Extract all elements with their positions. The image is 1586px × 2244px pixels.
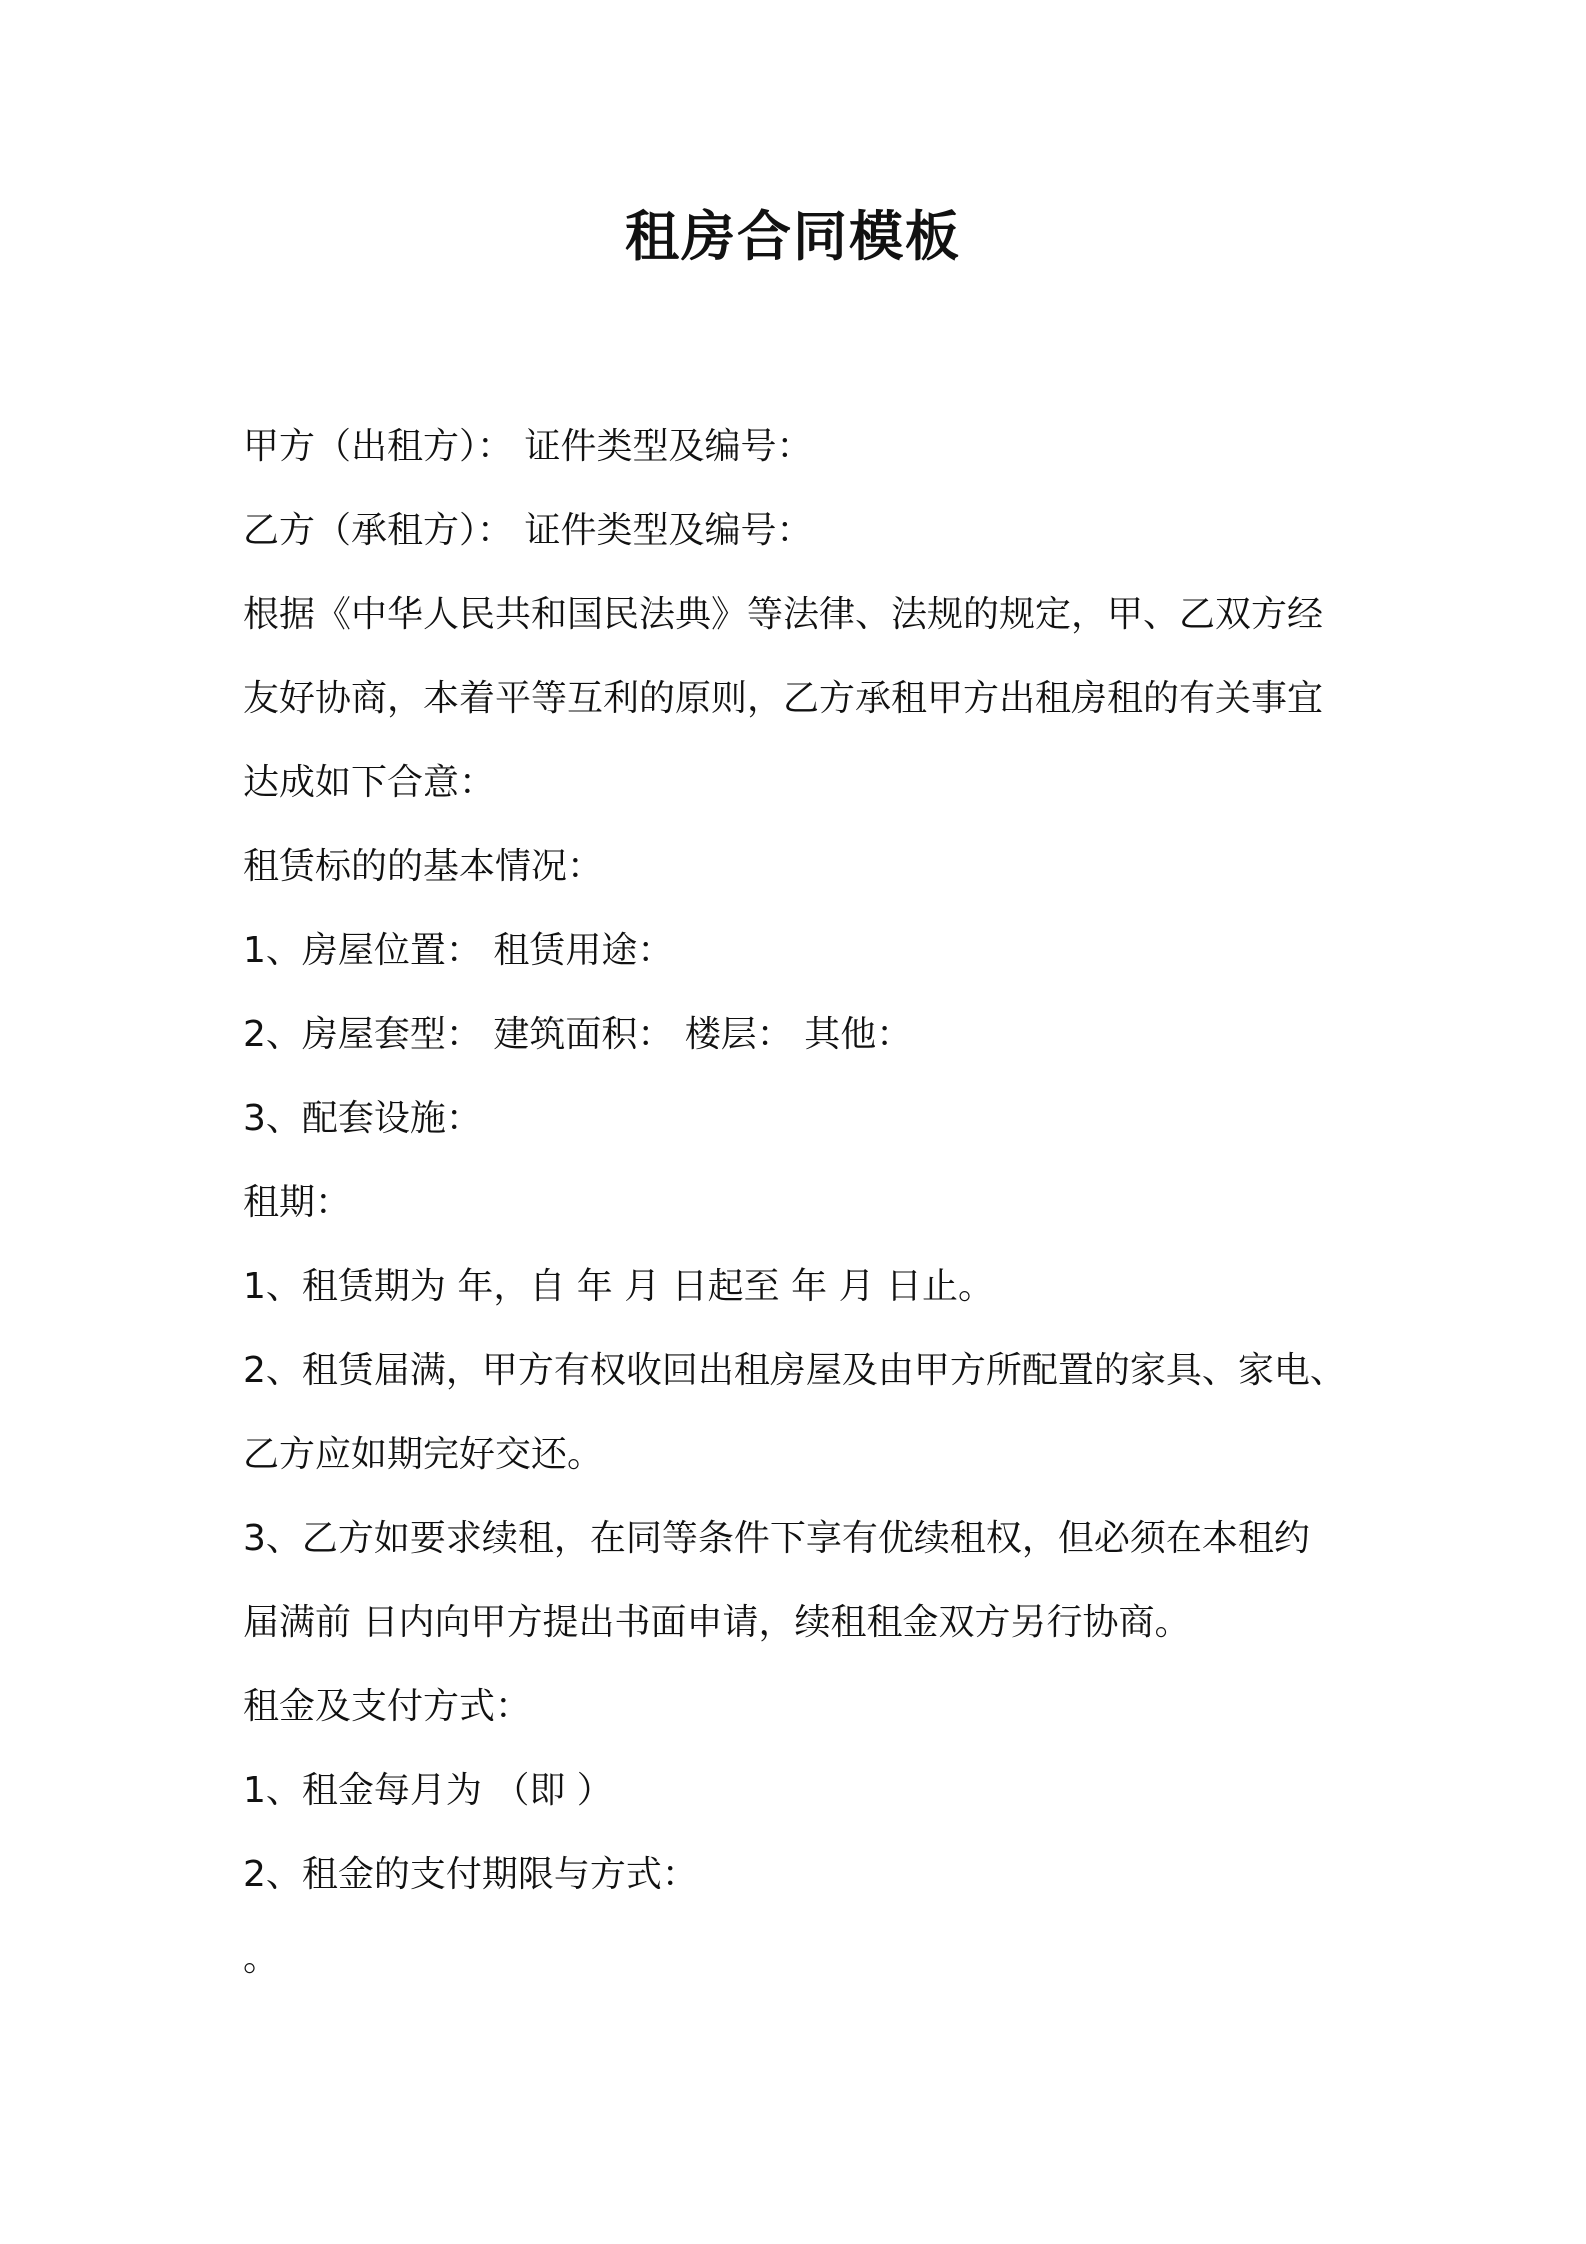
preamble-line-3: 达成如下合意： (243, 762, 496, 803)
term-item-2-line-2: 乙方应如期完好交还。 (243, 1434, 604, 1475)
section-heading-rent: 租金及支付方式： (243, 1686, 532, 1727)
term-item-2-line-1: 2、租赁届满，甲方有权收回出租房屋及由甲方所配置的家具、家电、 (243, 1350, 1346, 1391)
section-heading-property: 租赁标的的基本情况： (243, 846, 604, 887)
property-item-1: 1、房屋位置： 租赁用途： (243, 930, 674, 971)
preamble-line-1: 根据《中华人民共和国民法典》等法律、法规的规定，甲、乙双方经 (243, 594, 1324, 635)
document-title: 租房合同模板 (625, 205, 961, 268)
document-body (243, 405, 1363, 2001)
property-item-3: 3、配套设施： (243, 1098, 482, 1139)
term-item-3-line-2: 届满前 日内向甲方提出书面申请，续租租金双方另行协商。 (243, 1602, 1191, 1643)
term-item-3-line-1: 3、乙方如要求续租，在同等条件下享有优续租权，但必须在本租约 (243, 1518, 1310, 1559)
party-a-line: 甲方（出租方）： 证件类型及编号： (243, 426, 813, 467)
term-item-1: 1、租赁期为 年，自 年 月 日起至 年 月 日止。 (243, 1266, 995, 1307)
preamble-line-2: 友好协商，本着平等互利的原则，乙方承租甲方出租房租的有关事宜 (243, 678, 1324, 719)
property-item-2: 2、房屋套型： 建筑面积： 楼层： 其他： (243, 1014, 913, 1055)
rent-item-2: 2、租金的支付期限与方式： (243, 1854, 698, 1895)
rent-item-1: 1、租金每月为 （即 ） (243, 1770, 613, 1811)
trailing-period: 。 (243, 1938, 280, 1979)
party-b-line: 乙方（承租方）： 证件类型及编号： (243, 510, 813, 551)
section-heading-term: 租期： (243, 1182, 352, 1223)
